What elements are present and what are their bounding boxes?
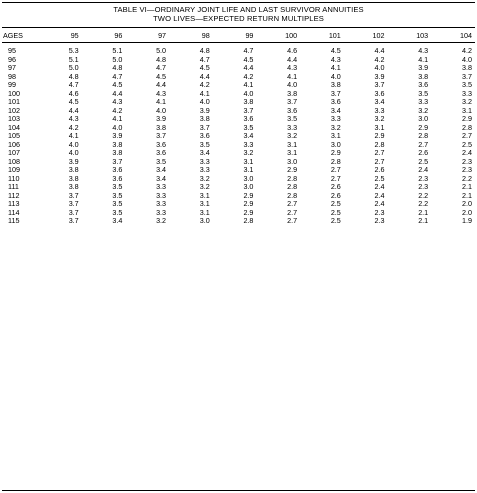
multiple-cell: 2.3 (374, 216, 385, 225)
row-age-label: 105 (8, 131, 20, 140)
multiple-cell: 4.5 (243, 54, 254, 64)
multiple-cell: 2.9 (243, 190, 254, 200)
multiple-cell: 2.1 (462, 190, 472, 200)
multiple-cell: 4.1 (199, 88, 210, 98)
multiple-cell: 2.4 (374, 190, 385, 200)
multiple-cell: 3.7 (199, 122, 210, 132)
multiple-cell: 3.0 (243, 182, 254, 191)
multiple-cell: 3.7 (156, 131, 167, 140)
multiple-cell: 4.7 (112, 71, 123, 81)
multiple-cell: 5.0 (68, 63, 79, 72)
multiple-cell: 4.2 (243, 71, 254, 81)
multiple-cell: 3.7 (287, 97, 298, 106)
multiple-cell: 4.2 (374, 54, 385, 64)
multiple-cell: 4.1 (112, 114, 123, 123)
row-age-label: 115 (8, 216, 20, 225)
multiple-cell: 3.0 (418, 114, 429, 123)
multiple-cell: 3.8 (112, 139, 123, 149)
multiple-cell: 2.1 (462, 182, 472, 191)
multiple-cell: 4.4 (374, 46, 385, 55)
multiple-cell: 2.8 (418, 131, 429, 140)
row-age-label: 98 (8, 71, 16, 81)
multiple-cell: 4.4 (156, 80, 167, 89)
multiple-cell: 3.7 (68, 216, 79, 225)
multiple-cell: 2.9 (462, 114, 472, 123)
multiple-cell: 2.9 (418, 122, 429, 132)
multiple-cell: 4.8 (112, 63, 123, 72)
multiple-cell: 4.3 (418, 46, 429, 55)
multiple-cell: 4.7 (243, 46, 254, 55)
multiple-cell: 4.8 (156, 54, 167, 64)
multiple-cell: 3.5 (287, 114, 298, 123)
multiple-cell: 4.0 (287, 80, 298, 89)
row-age-label: 112 (8, 190, 20, 200)
multiple-cell: 3.1 (199, 207, 210, 217)
multiple-cell: 2.9 (287, 165, 298, 174)
multiple-cell: 4.0 (199, 97, 210, 106)
multiple-cell: 3.5 (462, 80, 472, 89)
multiple-cell: 3.3 (156, 182, 167, 191)
multiple-cell: 2.9 (243, 199, 254, 208)
multiple-cell: 3.1 (462, 105, 472, 115)
multiple-cell: 4.3 (68, 114, 79, 123)
multiple-cell: 2.2 (418, 190, 429, 200)
multiple-cell: 2.4 (462, 148, 472, 157)
multiple-cell: 3.3 (199, 165, 210, 174)
column-header: 101 (300, 28, 344, 43)
row-age-label: 97 (8, 63, 16, 72)
multiple-cell: 3.2 (374, 114, 385, 123)
multiple-cell: 3.6 (156, 148, 167, 157)
multiple-cell: 3.4 (199, 148, 210, 157)
table-row (2, 43, 475, 56)
multiple-cell: 2.7 (287, 207, 298, 217)
multiple-cell: 4.6 (287, 46, 298, 55)
multiple-cell: 2.7 (374, 156, 385, 166)
multiple-cell: 3.6 (112, 165, 123, 174)
multiple-cell: 2.7 (374, 148, 385, 157)
row-age-label: 102 (8, 105, 20, 115)
multiple-cell: 5.1 (68, 54, 79, 64)
column-header: 97 (125, 28, 169, 43)
multiple-cell: 5.0 (156, 46, 167, 55)
multiple-cell: 2.0 (462, 207, 472, 217)
row-age-label: 100 (8, 88, 20, 98)
multiple-cell: 3.7 (243, 105, 254, 115)
multiple-cell: 3.1 (287, 148, 298, 157)
multiple-cell: 3.0 (330, 139, 341, 149)
multiple-cell: 2.9 (330, 148, 341, 157)
multiple-cell: 4.1 (330, 63, 341, 72)
multiple-cell: 4.8 (199, 46, 210, 55)
multiple-cell: 3.6 (287, 105, 298, 115)
multiple-cell: 2.5 (330, 216, 341, 225)
multiple-cell: 4.2 (112, 105, 123, 115)
multiple-cell: 3.2 (156, 216, 167, 225)
multiple-cell: 4.4 (68, 105, 79, 115)
multiple-cell: 4.1 (418, 54, 429, 64)
multiple-cell: 4.0 (112, 122, 123, 132)
multiple-cell: 3.6 (374, 88, 385, 98)
multiple-cell: 4.0 (330, 71, 341, 81)
multiple-cell: 3.8 (112, 148, 123, 157)
multiple-cell: 4.1 (156, 97, 167, 106)
multiple-cell: 3.8 (330, 80, 341, 89)
top-rule (2, 2, 475, 3)
multiple-cell: 3.8 (156, 122, 167, 132)
multiple-cell: 3.9 (374, 71, 385, 81)
multiple-cell: 3.6 (199, 131, 210, 140)
multiple-cell: 4.4 (287, 54, 298, 64)
column-header: 98 (169, 28, 213, 43)
multiple-cell: 3.9 (199, 105, 210, 115)
multiple-cell: 3.8 (287, 88, 298, 98)
multiple-cell: 4.4 (199, 71, 210, 81)
multiple-cell: 2.8 (287, 190, 298, 200)
multiple-cell: 3.5 (112, 190, 123, 200)
multiple-cell: 3.0 (287, 156, 298, 166)
multiple-cell: 4.3 (112, 97, 123, 106)
multiple-cell: 4.2 (68, 122, 79, 132)
multiple-cell: 2.5 (418, 156, 429, 166)
multiple-cell: 3.8 (199, 114, 210, 123)
multiple-cell: 4.3 (156, 88, 167, 98)
multiple-cell: 3.8 (68, 182, 79, 191)
multiple-cell: 3.1 (330, 131, 341, 140)
multiple-cell: 3.5 (112, 199, 123, 208)
multiple-cell: 3.2 (243, 148, 254, 157)
multiple-cell: 2.6 (418, 148, 429, 157)
multiple-cell: 3.2 (418, 105, 429, 115)
multiple-cell: 3.5 (156, 156, 167, 166)
column-header: 96 (82, 28, 126, 43)
multiple-cell: 2.3 (418, 182, 429, 191)
multiple-cell: 3.4 (374, 97, 385, 106)
multiple-cell: 2.9 (243, 207, 254, 217)
multiple-cell: 4.5 (199, 63, 210, 72)
column-header: 103 (388, 28, 432, 43)
multiple-cell: 4.0 (374, 63, 385, 72)
multiple-cell: 2.1 (418, 216, 429, 225)
multiple-cell: 3.1 (374, 122, 385, 132)
multiple-cell: 5.1 (112, 46, 123, 55)
multiple-cell: 2.5 (330, 207, 341, 217)
multiple-cell: 2.4 (374, 199, 385, 208)
multiple-cell: 4.1 (68, 131, 79, 140)
multiple-cell: 2.5 (374, 173, 385, 183)
multiple-cell: 3.7 (112, 156, 123, 166)
multiple-cell: 3.6 (243, 114, 254, 123)
multiple-cell: 3.3 (287, 122, 298, 132)
multiple-cell: 3.3 (462, 88, 472, 98)
multiple-cell: 3.2 (330, 122, 341, 132)
column-header: 99 (213, 28, 257, 43)
multiple-cell: 4.0 (68, 139, 79, 149)
multiple-cell: 4.5 (112, 80, 123, 89)
multiple-cell: 2.8 (287, 173, 298, 183)
multiple-cell: 4.4 (243, 63, 254, 72)
multiple-cell: 4.0 (243, 88, 254, 98)
multiple-cell: 2.5 (462, 139, 472, 149)
table-row (2, 217, 475, 226)
multiple-cell: 4.3 (287, 63, 298, 72)
column-header: 104 (431, 28, 475, 43)
multiple-cell: 3.4 (112, 216, 123, 225)
multiple-cell: 4.2 (199, 80, 210, 89)
multiple-cell: 3.8 (418, 71, 429, 81)
multiple-cell: 2.3 (418, 173, 429, 183)
multiple-cell: 4.1 (243, 80, 254, 89)
multiple-cell: 2.8 (462, 122, 472, 132)
multiple-cell: 3.9 (418, 63, 429, 72)
multiple-cell: 3.1 (243, 156, 254, 166)
multiple-cell: 2.9 (374, 131, 385, 140)
multiple-cell: 3.1 (199, 199, 210, 208)
multiple-cell: 4.7 (156, 63, 167, 72)
multiple-cell: 3.6 (418, 80, 429, 89)
table-body (2, 43, 475, 226)
expected-return-multiples-table (2, 27, 475, 226)
row-age-label: 101 (8, 97, 20, 106)
multiple-cell: 2.3 (462, 165, 472, 174)
multiple-cell: 1.9 (462, 216, 472, 225)
header-row (2, 28, 475, 43)
multiple-cell: 2.7 (330, 173, 341, 183)
multiple-cell: 3.9 (68, 156, 79, 166)
table-title-line-1: TABLE VI—ORDINARY JOINT LIFE AND LAST SURVIVOR ANNUITIES (113, 5, 364, 14)
multiple-cell: 3.7 (330, 88, 341, 98)
multiple-cell: 3.3 (418, 97, 429, 106)
multiple-cell: 3.6 (330, 97, 341, 106)
multiple-cell: 2.1 (418, 207, 429, 217)
multiple-cell: 3.4 (156, 173, 167, 183)
multiple-cell: 4.2 (462, 46, 472, 55)
multiple-cell: 3.9 (156, 114, 167, 123)
multiple-cell: 4.5 (156, 71, 167, 81)
multiple-cell: 4.3 (330, 54, 341, 64)
multiple-cell: 4.5 (68, 97, 79, 106)
multiple-cell: 2.2 (462, 173, 472, 183)
multiple-cell: 4.8 (68, 71, 79, 81)
multiple-cell: 3.5 (418, 88, 429, 98)
column-header: 100 (256, 28, 300, 43)
multiple-cell: 4.7 (199, 54, 210, 64)
multiple-cell: 2.6 (330, 182, 341, 191)
multiple-cell: 2.6 (330, 190, 341, 200)
multiple-cell: 5.3 (68, 46, 79, 55)
multiple-cell: 3.5 (112, 182, 123, 191)
multiple-cell: 2.4 (374, 182, 385, 191)
row-age-label: 114 (8, 207, 20, 217)
row-age-label: 103 (8, 114, 20, 123)
multiple-cell: 4.4 (112, 88, 123, 98)
multiple-cell: 3.2 (199, 173, 210, 183)
multiple-cell: 2.4 (418, 165, 429, 174)
multiple-cell: 3.4 (330, 105, 341, 115)
multiple-cell: 3.2 (199, 182, 210, 191)
row-age-label: 99 (8, 80, 16, 89)
multiple-cell: 3.6 (112, 173, 123, 183)
multiple-cell: 4.7 (68, 80, 79, 89)
row-age-label: 109 (8, 165, 20, 174)
multiple-cell: 2.7 (418, 139, 429, 149)
row-age-label: 111 (8, 182, 19, 191)
multiple-cell: 2.7 (462, 131, 472, 140)
multiple-cell: 3.6 (156, 139, 167, 149)
multiple-cell: 4.0 (68, 148, 79, 157)
multiple-cell: 3.4 (243, 131, 254, 140)
multiple-cell: 2.8 (243, 216, 254, 225)
multiple-cell: 2.3 (374, 207, 385, 217)
column-header: 95 (38, 28, 82, 43)
ages-header: AGES (2, 28, 38, 43)
multiple-cell: 3.5 (112, 207, 123, 217)
multiple-cell: 2.7 (287, 199, 298, 208)
multiple-cell: 3.7 (68, 199, 79, 208)
multiple-cell: 3.3 (243, 139, 254, 149)
row-age-label: 96 (8, 54, 16, 64)
multiple-cell: 3.8 (68, 165, 79, 174)
multiple-cell: 3.2 (287, 131, 298, 140)
multiple-cell: 3.0 (243, 173, 254, 183)
row-age-label: 110 (8, 173, 20, 183)
multiple-cell: 3.7 (462, 71, 472, 81)
multiple-cell: 2.5 (330, 199, 341, 208)
multiple-cell: 3.2 (462, 97, 472, 106)
multiple-cell: 2.8 (330, 156, 341, 166)
multiple-cell: 3.3 (156, 207, 167, 217)
multiple-cell: 2.2 (418, 199, 429, 208)
table-title (0, 5, 477, 23)
multiple-cell: 4.0 (156, 105, 167, 115)
multiple-cell: 4.1 (287, 71, 298, 81)
column-header: 102 (344, 28, 388, 43)
multiple-cell: 3.0 (199, 216, 210, 225)
multiple-cell: 3.7 (68, 190, 79, 200)
multiple-cell: 3.5 (243, 122, 254, 132)
multiple-cell: 5.0 (112, 54, 123, 64)
multiple-cell: 3.1 (199, 190, 210, 200)
row-age-label: 95 (8, 46, 16, 55)
multiple-cell: 2.7 (287, 216, 298, 225)
multiple-cell: 3.3 (330, 114, 341, 123)
multiple-cell: 2.3 (462, 156, 472, 166)
row-age-label: 113 (8, 199, 20, 208)
multiple-cell: 3.1 (287, 139, 298, 149)
multiple-cell: 3.4 (156, 165, 167, 174)
multiple-cell: 4.5 (330, 46, 341, 55)
multiple-cell: 2.0 (462, 199, 472, 208)
multiple-cell: 2.7 (330, 165, 341, 174)
multiple-cell: 3.3 (199, 156, 210, 166)
multiple-cell: 3.3 (156, 190, 167, 200)
multiple-cell: 3.7 (68, 207, 79, 217)
row-age-label: 104 (8, 122, 20, 132)
multiple-cell: 3.1 (243, 165, 254, 174)
multiple-cell: 3.5 (199, 139, 210, 149)
row-age-label: 106 (8, 139, 20, 149)
multiple-cell: 3.8 (462, 63, 472, 72)
table-title-line-2: TWO LIVES—EXPECTED RETURN MULTIPLES (153, 14, 324, 23)
multiple-cell: 3.9 (112, 131, 123, 140)
multiple-cell: 2.8 (287, 182, 298, 191)
multiple-cell: 3.7 (374, 80, 385, 89)
multiple-cell: 2.6 (374, 165, 385, 174)
bottom-rule (2, 490, 475, 491)
multiple-cell: 3.3 (374, 105, 385, 115)
multiple-cell: 3.3 (156, 199, 167, 208)
multiple-cell: 4.6 (68, 88, 79, 98)
row-age-label: 107 (8, 148, 20, 157)
multiple-cell: 3.8 (68, 173, 79, 183)
row-age-label: 108 (8, 156, 20, 166)
multiple-cell: 3.8 (243, 97, 254, 106)
multiple-cell: 2.8 (374, 139, 385, 149)
multiple-cell: 4.0 (462, 54, 472, 64)
